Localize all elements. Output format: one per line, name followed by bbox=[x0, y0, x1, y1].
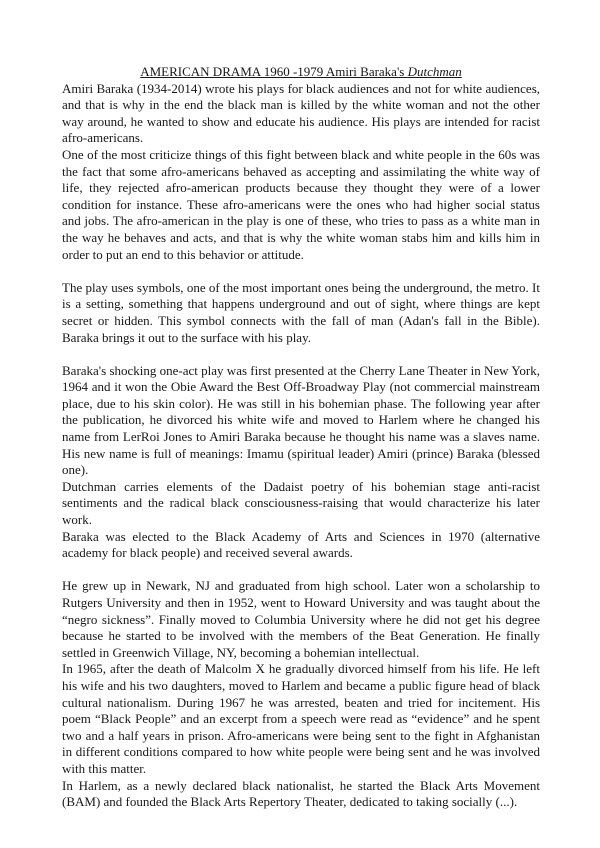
paragraph-harlem: In Harlem, as a newly declared black nationalist, he started the Black Arts Movement (BAM) and founded the Black Arts Repertory Theater, dedicated to taking socially (...). bbox=[62, 777, 540, 810]
title-text: AMERICAN DRAMA 1960 -1979 Amiri Baraka's bbox=[140, 64, 408, 79]
paragraph-biography: He grew up in Newark, NJ and graduated from high school. Later won a scholarship to Rutgers University and then in 1952, went to Howard University and was taught about the “negro sickness”. Finally moved to Columbia University where he did not get his degree because he started to be involved with the members of the Beat Generation. He finally settled in Greenwich Village, NY, becoming a bohemian intellectual. bbox=[62, 578, 540, 660]
blank-line bbox=[62, 263, 540, 280]
title-italic-text: Dutchman bbox=[407, 64, 462, 79]
paragraph-symbols: The play uses symbols, one of the most important ones being the underground, the metro. It is a setting, something that happens underground and out of sight, where things are kept secret or hidden. This symbol connects with the fall of man (Adan's fall in the Bible). Baraka brings it out to the surface with his play. bbox=[62, 279, 540, 345]
paragraph-dadaist: Dutchman carries elements of the Dadaist poetry of his bohemian stage anti-racist sentiments and the radical black consciousness-raising that would characterize his later work. bbox=[62, 478, 540, 528]
blank-line bbox=[62, 562, 540, 579]
paragraph-intro: Amiri Baraka (1934-2014) wrote his plays for black audiences and not for white audiences, and that is why in the end the black man is killed by the white woman and not the other way around, he wanted to show and educate his audience. His plays are intended for racist afro-americans. bbox=[62, 80, 540, 146]
document-body bbox=[62, 64, 540, 811]
paragraph-premiere: Baraka's shocking one-act play was first presented at the Cherry Lane Theater in New York, 1964 and it won the Obie Award the Best Off-Broadway Play (not commercial mainstream place, due to his skin color). He was still in his bohemian phase. The following year after the publication, he divorced his white wife and moved to Harlem where he changed his name from LerRoi Jones to Amiri Baraka because he thought his name was a slaves name. His new name is full of meanings: Imamu (spiritual leader) Amiri (prince) Baraka (blessed one). bbox=[62, 362, 540, 478]
blank-line bbox=[62, 346, 540, 363]
paragraph-criticize: One of the most criticize things of this fight between black and white people in the 60s was the fact that some afro-americans behaved as accepting and assimilating the white way of life, they rejected afro-american products because they thought they were of a lower condition for instance. These afro-americans were the ones who had higher social status and jobs. The afro-american in the play is one of these, who tries to pass as a white man in the way he behaves and acts, and that is why the white woman stabs him and kills him in order to put an end to this behavior or attitude. bbox=[62, 146, 540, 262]
paragraph-academy: Baraka was elected to the Black Academy of Arts and Sciences in 1970 (alternative academy for black people) and received several awards. bbox=[62, 528, 540, 561]
paragraph-1965: In 1965, after the death of Malcolm X he gradually divorced himself from his life. He left his wife and his two daughters, moved to Harlem and became a public figure head of black cultural nationalism. During 1967 he was arrested, beaten and tried for incitement. His poem “Black People” and an excerpt from a speech were read as “evidence” and he spent two and a half years in prison. Afro-americans were being sent to the fight in Afghanistan in different conditions compared to how white people were being sent and he was involved with this matter. bbox=[62, 661, 540, 776]
document-title bbox=[62, 64, 540, 81]
